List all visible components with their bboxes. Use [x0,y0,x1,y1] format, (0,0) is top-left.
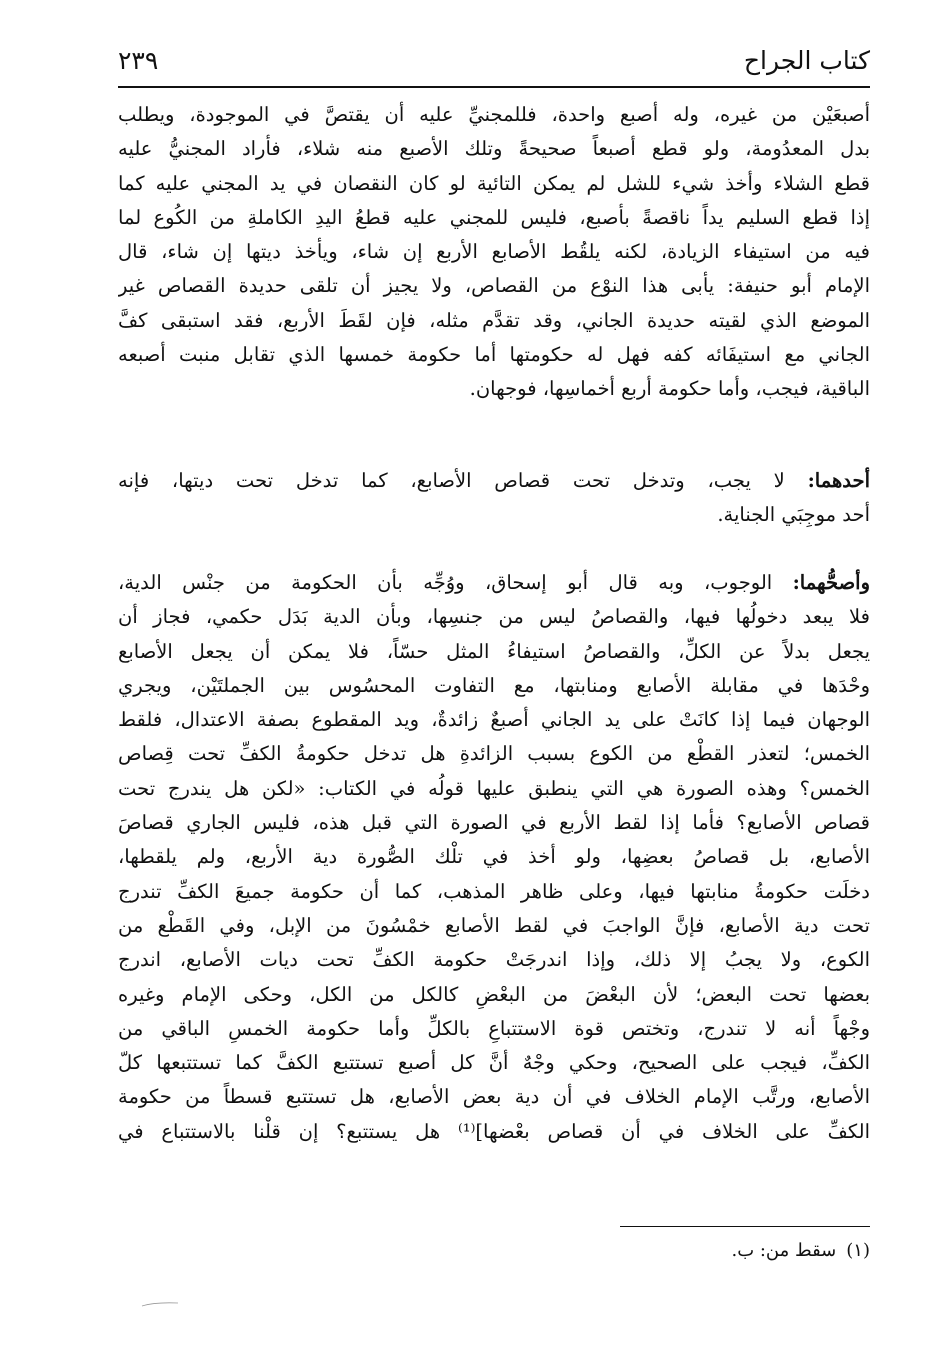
footnote-number: (١) [846,1240,870,1261]
text-line: فيه من استيفاء الزيادة، لكنه يلقُط الأصابع الأربع إن شاء، ويأخذ ديتها إن شاء، قال [118,240,870,264]
text-run: الوجوب، وبه قال أبو إسحاق، ووُجِّه بأن الحكومة من جنْس الدية، [118,571,793,594]
paragraph-1 [118,98,870,407]
text-run: لا يجب، وتدخل تحت قصاص الأصابع، كما تدخل تحت ديتها، فإنه [118,469,808,492]
text-line: يجعل بدلاً عن الكلِّ، والقصاصُ استيفاءُ المثل حسّاً، فلا يمكن أن يجعل الأصابع [118,639,870,663]
text-line: قصاص الأصابع؟ فأما إذا لقط الأربع في الصورة التي قبل هذه، فليس الجاري قصاصَ [118,811,870,835]
paragraph-3 [118,566,870,1149]
text-line: الأصابع، ورتَّب الإمام الخلاف في أن دية بعض الأصابع، هل تستتبع قسطاً من حكومة [118,1085,870,1109]
text-line: وحْدَها في مقابلة الأصابع ومنابتها، مع التفاوت المحسُوس بين الجملتَيْن، ويجري [118,673,870,697]
text-line: الخمس؛ لتعذر القطْع من الكوع بسبب الزائدةِ هل تدخل حكومةُ الكفِّ تحت قِصاص [118,742,870,766]
text-line: الكفِّ على الخلاف في أن قصاص بعْضها]⁽¹⁾ هل يستتبع؟ إن قلْنا بالاستتباع في [118,1119,870,1143]
footnote-text: سقط من: ب. [731,1240,837,1261]
text-line: تحت دية الأصابع، فإنَّ الواجبَ في لقط الأصابع خمْسُونَ من الإبل، وفي القَطْع من [118,913,870,937]
text-line: الباقية، فيجب، وأما حكومة أربع أخماسِها، فوجهان. [469,377,870,401]
page-number: ٢٣٩ [118,46,159,75]
footnote [118,1237,870,1265]
text-line [118,464,870,498]
text-line: إذا قطع السليم يداً ناقصةً بأصبع، فليس للمجني عليه قطعُ اليدِ الكاملةِ من الكُوع لما [118,205,870,229]
text-line: بعضها تحت البعض؛ لأن البعْضَ من البعْضِ كالكل من الكل، وحكى الإمام وغيره [118,982,870,1006]
text-line: الخمس؟ وهذه الصورة هي التي ينطبق عليها قولُه في الكتاب: «لكن هل يندرج تحت [118,776,870,800]
text-line: دخلَت حكومةُ منابتها فيها، وعلى ظاهر المذهب، كما أن حكومة جميعَ الكفِّ تندرج [118,879,870,903]
paragraph-lead: أحدهما: [807,469,870,492]
text-line: فلا يبعد دخولُها فيها، والقصاصُ ليس من جنسِها، وبأن الدية بَدَل حكمي، فجاز أن [118,605,870,629]
header-rule [118,86,870,88]
paragraph-2 [118,464,870,533]
text-line: الإمام أبو حنيفة: يأبى هذا النوْع من القصاص، ولا يجيز أن تلقى حديدة القصاص غير [118,274,870,298]
text-line: بدل المعدُومة، ولو قطع أصبعاً صحيحةً وتلك الأصبع منه شلاء، فأراد المجنيُّ عليه [118,137,870,161]
text-line: الكفِّ، فيجب على الصحيح، وحكي وجْهٌ أنَّ كل أصبع تستتبع الكفَّ كما تستتبعها كلّ [118,1051,870,1075]
text-line: أصبعَيْن من غيره، وله أصبع واحدة، فللمجنيِّ عليه أن يقتصَّ في الموجودة، ويطلب [118,103,870,126]
text-line: الجاني مع استيفَائه كفه فهل له حكومتها أما حكومة خمسها الذي تقابل منبت أصبعه [118,343,870,367]
scan-mark [140,1300,180,1308]
text-line [118,566,870,600]
paragraph-lead: وأصحُّهما: [792,571,870,594]
text-line: وجْهاً أنه لا تندرج، وتختص قوة الاستتباعِ بالكلِّ وأما حكومة الخمسِ الباقي من [118,1016,870,1040]
text-line: أحد موجِبَي الجناية. [717,503,870,527]
text-line: الموضع الذي لقيته حديدة الجاني، وقد تقدَّم مثله، فإن لقَطَ الأربع، فقد استبقى كفَّ [118,308,870,332]
running-title: كتاب الجراح [743,46,870,75]
text-line: الوجهان فيما إذا كانَتْ على يد الجاني أصبعٌ زائدةٌ، ويد المقطوع بصفة الاعتدال، فلقط [118,708,870,732]
text-line: الكوع، ولا يجبُ إلا ذلك، وإذا اندرجَتْ حكومة الكفِّ تحت ديات الأصابع، اندرج [118,948,870,972]
text-line: قطع الشلاء وأخذ شيء للشل لم يمكن التائية لو كان النقصان في يد المجني عليه كما [118,171,870,195]
text-line: الأصابع، بل قصاصُ بعضِها، ولو أخذ في تلْك الصُّورة دية الأربع، ولم يلقطها، [118,845,870,869]
footnote-rule [620,1226,870,1227]
page-header [118,40,870,80]
